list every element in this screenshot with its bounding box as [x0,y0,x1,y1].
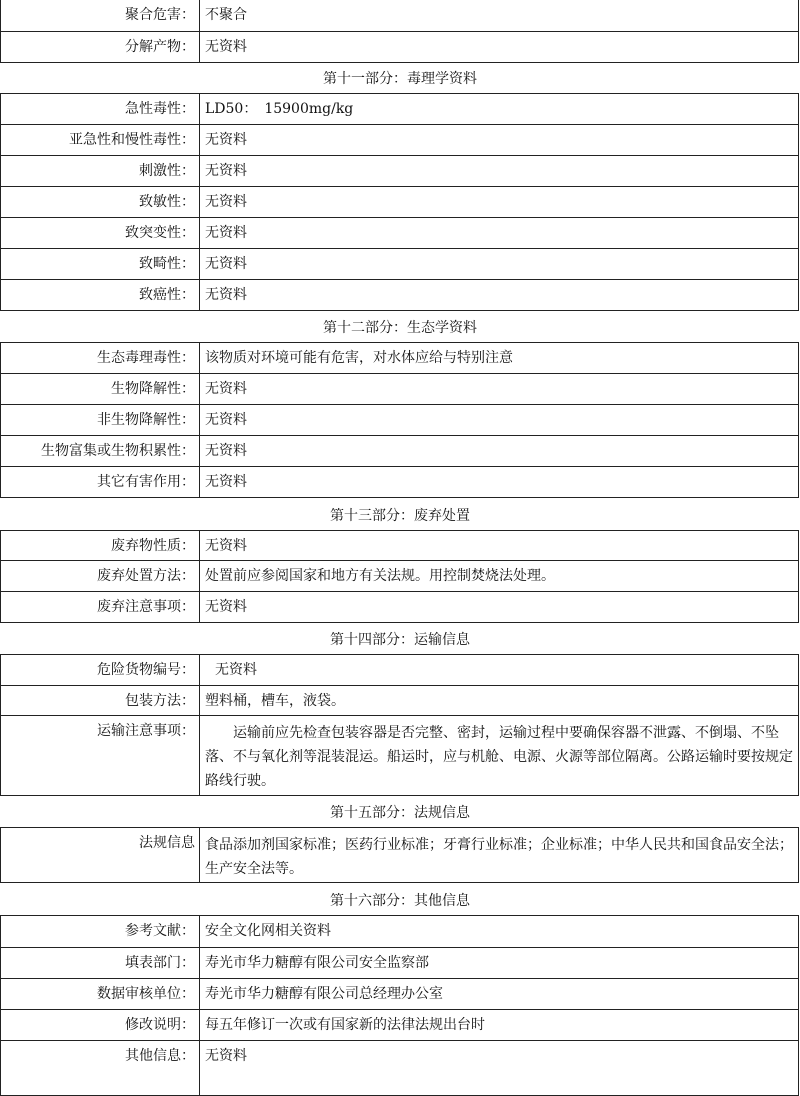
value-sensitization: 无资料 [205,194,247,210]
label-regulations: 法规信息 [1,828,200,882]
value-mutagenicity: 无资料 [205,225,247,241]
value-disposal-notes: 无资料 [205,599,247,615]
row-ecotoxicity [0,342,799,374]
label-references: 参考文献： [1,916,200,947]
row-transport-notes [0,716,799,796]
row-references [0,915,799,948]
value-subacute-chronic: 无资料 [205,132,247,148]
section-16-heading: 第十六部分：其他信息 [330,893,470,909]
value-ecotoxicity: 该物质对环境可能有危害，对水体应给与特别注意 [205,350,513,366]
label-irritation: 刺激性： [1,156,200,186]
row-prepared-by [0,948,799,979]
label-biodegradability: 生物降解性： [1,374,200,404]
label-disposal-notes: 废弃注意事项： [1,592,200,622]
label-acute-toxicity: 急性毒性： [1,94,200,124]
row-mutagenicity [0,218,799,249]
value-waste-nature: 无资料 [205,538,247,554]
label-ecotoxicity: 生态毒理毒性： [1,343,200,373]
label-abiotic-degradability: 非生物降解性： [1,405,200,435]
value-other-effects: 无资料 [205,474,247,490]
label-sensitization: 致敏性： [1,187,200,217]
value-transport-notes: 运输前应先检查包装容器是否完整、密封，运输过程中要确保容器不泄露、不倒塌、不坠落、不与氧化剂等混装混运。船运时，应与机舱、电源、火源等部位隔离。公路运输时要按规定路线行驶。 [205,725,793,789]
label-mutagenicity: 致突变性： [1,218,200,248]
value-biodegradability: 无资料 [205,381,247,397]
row-biodegradability [0,374,799,405]
label-dangerous-goods-no: 危险货物编号： [1,655,200,685]
label-other-effects: 其它有害作用： [1,467,200,497]
value-abiotic-degradability: 无资料 [205,412,247,428]
value-polymerization-hazard: 不聚合 [205,7,247,23]
value-disposal-method: 处置前应参阅国家和地方有关法规。用控制焚烧法处理。 [205,568,555,584]
label-reviewed-by: 数据审核单位： [1,979,200,1009]
label-teratogenicity: 致畸性： [1,249,200,279]
row-disposal-method [0,561,799,592]
label-carcinogenicity: 致癌性： [1,280,200,310]
row-polymerization-hazard [0,0,799,32]
row-subacute-chronic [0,125,799,156]
row-other-info [0,1041,799,1096]
section-11-heading: 第十一部分：毒理学资料 [323,71,477,87]
value-prepared-by: 寿光市华力糖醇有限公司安全监察部 [205,955,429,971]
label-waste-nature: 废弃物性质： [1,531,200,560]
value-decomposition-products: 无资料 [205,39,247,55]
value-packaging-method: 塑料桶，槽车，液袋。 [205,693,345,709]
label-subacute-chronic: 亚急性和慢性毒性： [1,125,200,155]
row-teratogenicity [0,249,799,280]
label-transport-notes: 运输注意事项： [1,716,200,795]
label-decomposition-products: 分解产物： [1,32,200,62]
row-other-effects [0,467,799,498]
value-reviewed-by: 寿光市华力糖醇有限公司总经理办公室 [205,986,443,1002]
value-regulations: 食品添加剂国家标准；医药行业标准；牙膏行业标准；企业标准；中华人民共和国食品安全法；生产安全法等。 [205,837,793,877]
label-polymerization-hazard: 聚合危害： [1,0,200,31]
section-14-heading: 第十四部分：运输信息 [330,632,470,648]
value-acute-toxicity: LD50： 15900mg/kg [205,101,354,117]
label-prepared-by: 填表部门： [1,948,200,978]
row-packaging-method [0,686,799,716]
row-carcinogenicity [0,280,799,311]
label-revision-note: 修改说明： [1,1010,200,1040]
row-waste-nature [0,530,799,561]
row-sensitization [0,187,799,218]
label-other-info: 其他信息： [1,1041,200,1095]
value-other-info: 无资料 [205,1048,247,1064]
value-irritation: 无资料 [205,163,247,179]
value-bioaccumulation: 无资料 [205,443,247,459]
value-teratogenicity: 无资料 [205,256,247,272]
row-revision-note [0,1010,799,1041]
section-15-heading: 第十五部分：法规信息 [330,805,470,821]
value-carcinogenicity: 无资料 [205,287,247,303]
row-abiotic-degradability [0,405,799,436]
label-packaging-method: 包装方法： [1,686,200,715]
row-acute-toxicity [0,93,799,125]
label-bioaccumulation: 生物富集或生物积累性： [1,436,200,466]
row-reviewed-by [0,979,799,1010]
row-regulations [0,827,799,883]
section-12-heading: 第十二部分：生态学资料 [323,320,477,336]
value-references: 安全文化网相关资料 [205,923,331,939]
value-dangerous-goods-no: 无资料 [215,662,257,678]
row-decomposition-products [0,32,799,63]
row-irritation [0,156,799,187]
row-bioaccumulation [0,436,799,467]
section-13-heading: 第十三部分：废弃处置 [330,508,470,524]
label-disposal-method: 废弃处置方法： [1,561,200,591]
row-dangerous-goods-no [0,654,799,686]
row-disposal-notes [0,592,799,623]
value-revision-note: 每五年修订一次或有国家新的法律法规出台时 [205,1017,485,1033]
